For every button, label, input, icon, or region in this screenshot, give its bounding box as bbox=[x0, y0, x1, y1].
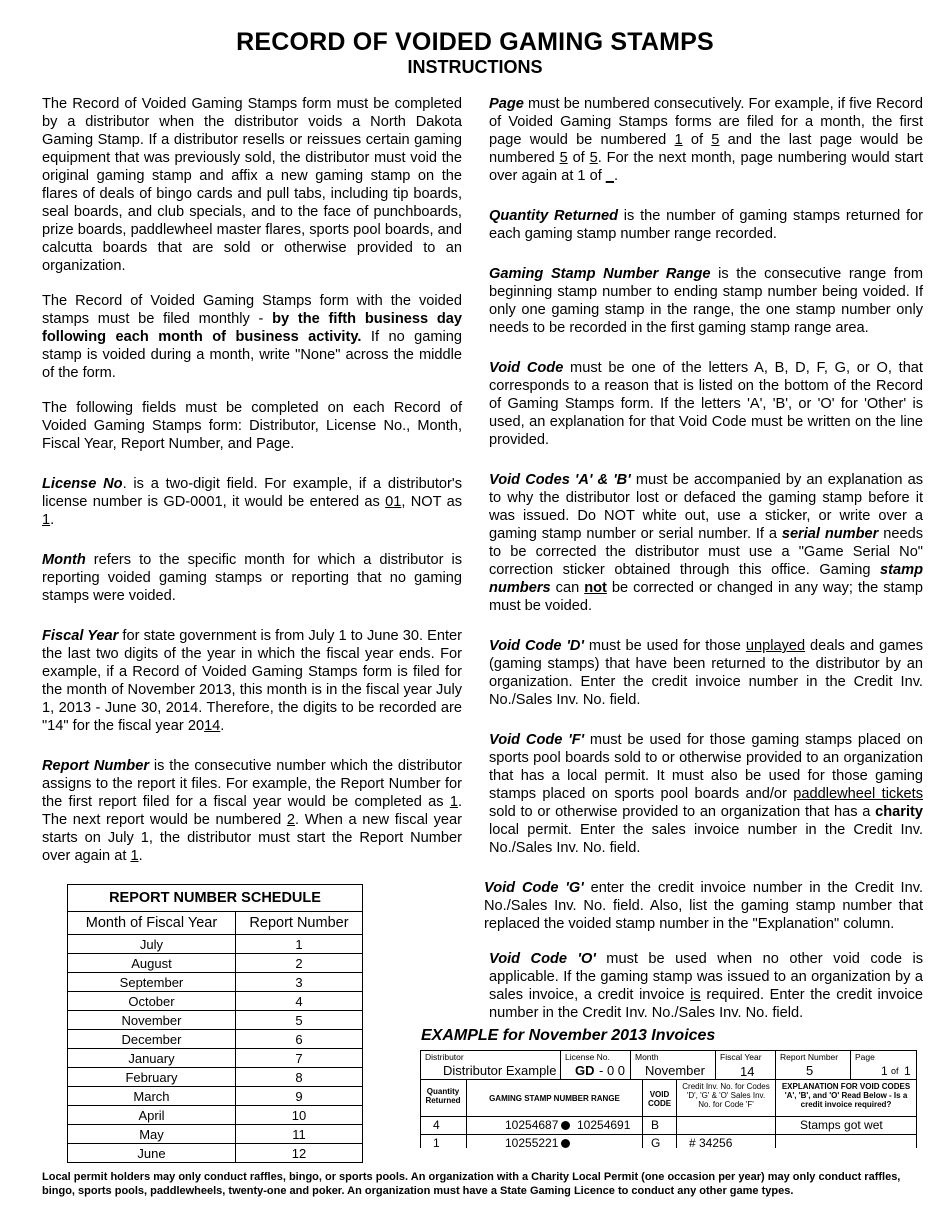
example-cell-code bbox=[642, 1134, 677, 1148]
schedule-col-month: Month of Fiscal Year bbox=[68, 912, 236, 935]
required-fields-paragraph: The following fields must be completed on each Record of Voided Gaming Stamps form: Distributor, License No., Month, Fiscal Year, Report Number, and Page. bbox=[42, 400, 462, 452]
example-cell-expl bbox=[775, 1116, 917, 1135]
filing-paragraph: The Record of Voided Gaming Stamps form with the voided stamps must be filed monthly - by the fifth business day following each month of business activity. If no gaming stamp is voided during a month, write "None" across the middle of the form. bbox=[42, 293, 462, 381]
schedule-number: 5 bbox=[235, 1011, 362, 1030]
schedule-month: September bbox=[68, 973, 236, 992]
schedule-number: 6 bbox=[235, 1030, 362, 1049]
example-value-code: G bbox=[651, 1136, 661, 1150]
fiscal-year-lead: Fiscal Year bbox=[42, 628, 119, 644]
schedule-month: May bbox=[68, 1125, 236, 1144]
example-license-cell: License No. GD - 0 0 bbox=[560, 1050, 631, 1080]
example-cell-code bbox=[642, 1116, 677, 1135]
range-paragraph: Gaming Stamp Number Range is the consecutive range from beginning stamp number to ending stamp number being voided. If only one gaming stamp in the range, the one stamp number only needs to be recorded in the first gaming stamp range area. bbox=[489, 266, 923, 336]
schedule-month: October bbox=[68, 992, 236, 1011]
example-cell-credit bbox=[676, 1116, 776, 1135]
example-range-start: 10255221 bbox=[505, 1136, 559, 1150]
schedule-row bbox=[68, 973, 363, 992]
example-header-credit: Credit Inv. No. for Codes 'D', 'G' & 'O' Sales Inv. No. for Code 'F' bbox=[682, 1082, 770, 1109]
schedule-number: 12 bbox=[235, 1144, 362, 1163]
example-range-start: 10254687 bbox=[505, 1118, 559, 1132]
quantity-paragraph: Quantity Returned is the number of gaming stamps returned for each gaming stamp number range recorded. bbox=[489, 208, 924, 242]
schedule-row bbox=[68, 954, 363, 973]
example-header-void-code: VOID CODE bbox=[647, 1090, 672, 1108]
bullet-icon bbox=[561, 1139, 570, 1148]
schedule-title: REPORT NUMBER SCHEDULE bbox=[68, 885, 363, 912]
schedule-number: 3 bbox=[235, 973, 362, 992]
schedule-month: December bbox=[68, 1030, 236, 1049]
schedule-number: 4 bbox=[235, 992, 362, 1011]
right-column bbox=[484, 95, 924, 1039]
fiscal-year-paragraph: Fiscal Year for state government is from July 1 to June 30. Enter the last two digits of the year in which the fiscal year ends. For example, if a Record of Voided Gaming Stamps form is filed for the month of November 2013, this month is in the fiscal year July 1, 2013 - June 30, 2014. Therefore, the digits to be recorded are "14" for the fiscal year 2014. bbox=[42, 628, 462, 734]
example-header-quantity: Quantity Returned bbox=[425, 1087, 461, 1105]
page-paragraph: Page must be numbered consecutively. For example, if five Record of Voided Gaming Stamps forms are filed for a month, the first page would be numbered 1 of 5 and the last page would be numbered 5 of 5. For the next month, page numbering would start over again at 1 of _. bbox=[489, 96, 924, 184]
schedule-number: 1 bbox=[235, 935, 362, 954]
bullet-icon bbox=[561, 1121, 570, 1130]
schedule-col-number: Report Number bbox=[235, 912, 362, 935]
example-value-expl: Stamps got wet bbox=[800, 1118, 883, 1132]
example-value-qty: 1 bbox=[433, 1136, 440, 1150]
license-paragraph: License No. is a two-digit field. For example, if a distributor's license number is GD-0001, it would be entered as 01, NOT as 1. bbox=[42, 476, 462, 528]
example-cell-range bbox=[466, 1134, 643, 1148]
example-report-number-cell: Report Number 5 bbox=[775, 1050, 851, 1080]
schedule-month: March bbox=[68, 1087, 236, 1106]
example-cell-expl bbox=[775, 1134, 917, 1148]
schedule-row bbox=[68, 992, 363, 1011]
schedule-number: 9 bbox=[235, 1087, 362, 1106]
example-page-cell: Page 1 of 1 bbox=[850, 1050, 917, 1080]
example-fy-cell: Fiscal Year 14 bbox=[715, 1050, 776, 1080]
schedule-number: 8 bbox=[235, 1068, 362, 1087]
schedule-month: August bbox=[68, 954, 236, 973]
schedule-month: April bbox=[68, 1106, 236, 1125]
month-paragraph: Month refers to the specific month for which a distributor is reporting voided gaming stamps or reporting that no gaming stamps were voided. bbox=[42, 552, 462, 604]
schedule-row bbox=[68, 1030, 363, 1049]
schedule-month: November bbox=[68, 1011, 236, 1030]
example-header-range: GAMING STAMP NUMBER RANGE bbox=[489, 1094, 620, 1103]
page-title: RECORD OF VOIDED GAMING STAMPS bbox=[236, 28, 714, 56]
example-value-qty: 4 bbox=[433, 1118, 440, 1132]
example-range-end: 10254691 bbox=[577, 1118, 631, 1132]
example-distributor: Distributor Example bbox=[443, 1063, 557, 1078]
license-lead: License No bbox=[42, 476, 123, 492]
schedule-month: June bbox=[68, 1144, 236, 1163]
intro-paragraph: The Record of Voided Gaming Stamps form must be completed by a distributor when the distributor voids a North Dakota Gaming Stamp. If a distributor resells or reissues certain gaming equipment that was previously sold, the distributor must void the original gaming stamp and affix a new gaming stamp on the flares of deals of bingo cards and pull tabs, including tip boards, seal boards, and club specials, and to the face of punchboards, prize boards, paddlewheel master flares, sports pool boards, and calcutta boards that are sold or otherwise provided to an organization. bbox=[42, 96, 462, 274]
schedule-number: 11 bbox=[235, 1125, 362, 1144]
schedule-number: 7 bbox=[235, 1049, 362, 1068]
void-code-paragraph: Void Code must be one of the letters A, B, D, F, G, or O, that corresponds to a reason that is listed on the bottom of the Record of Gaming Stamps form. If the letters 'A', 'B', or 'O' for 'Other' is used, an explanation for that Void Code must be written on the line provided. bbox=[489, 360, 923, 448]
left-column bbox=[42, 95, 462, 882]
schedule-row bbox=[68, 1144, 363, 1163]
schedule-row bbox=[68, 1049, 363, 1068]
schedule-row bbox=[68, 1068, 363, 1087]
month-lead: Month bbox=[42, 552, 86, 568]
void-code-ab-paragraph: Void Codes 'A' & 'B' must be accompanied by an explanation as to why the distributor lost or defaced the gaming stamp before it was issued. Do NOT white out, use a sticker, or write over a gaming stamp number or serial number. If a serial number needs to be corrected the distributor must use a "Game Serial No" correction sticker obtained through this office. Gaming stamp numbers can not be corrected or changed in any way; the stamp must be voided. bbox=[489, 472, 924, 614]
example-value-code: B bbox=[651, 1118, 660, 1132]
void-code-d-paragraph: Void Code 'D' must be used for those unplayed deals and games (gaming stamps) that have been returned to the distributor by an organization. Enter the credit invoice number in the Credit Inv. No./Sales Inv. No. field. bbox=[489, 638, 923, 708]
schedule-row bbox=[68, 935, 363, 954]
example-cell-qty bbox=[420, 1116, 467, 1135]
schedule-row bbox=[68, 1087, 363, 1106]
example-cell-credit bbox=[676, 1134, 776, 1148]
schedule-number: 10 bbox=[235, 1106, 362, 1125]
schedule-month: January bbox=[68, 1049, 236, 1068]
report-number-paragraph: Report Number is the consecutive number which the distributor assigns to the report it files. For example, the Report Number for the first report filed for a fiscal year would be completed as 1. The next report would be numbered 2. When a new fiscal year starts on July 1, the distributor must start the Report Number over again at 1. bbox=[42, 758, 462, 864]
example-title: EXAMPLE for November 2013 Invoices bbox=[421, 1027, 716, 1044]
example-cell-qty bbox=[420, 1134, 467, 1148]
example-value-credit: # 34256 bbox=[689, 1136, 733, 1150]
example-cell-range bbox=[466, 1116, 643, 1135]
page-subtitle: INSTRUCTIONS bbox=[407, 57, 543, 77]
filing-deadline: by the fifth business day following each month of business activity. bbox=[42, 311, 462, 345]
void-code-g-paragraph: Void Code 'G' enter the credit invoice number in the Credit Inv. No./Sales Inv. No. field. Also, list the gaming stamp number that replaced the voided stamp number in the "Explanation" column. bbox=[484, 880, 923, 932]
schedule-number: 2 bbox=[235, 954, 362, 973]
report-number-lead: Report Number bbox=[42, 758, 150, 774]
example-distributor-cell: Distributor Distributor Example bbox=[420, 1050, 561, 1080]
schedule-row bbox=[68, 1106, 363, 1125]
void-code-o-paragraph: Void Code 'O' must be used when no other void code is applicable. If the gaming stamp was issued to an organization by a sales invoice, a credit invoice is required. Enter the credit invoice number in the Credit Inv. No./Sales Inv. No. field. bbox=[489, 951, 923, 1021]
schedule-row bbox=[68, 1011, 363, 1030]
example-form bbox=[420, 1050, 917, 1150]
footer-note: Local permit holders may only conduct raffles, bingo, or sports pools. An organization with a Charity Local Permit (one occasion per year) may only conduct raffles, bingo, sports pools, paddlewheels, twenty-one and poker. An organization must have a State Gaming Licence to conduct any other game types. bbox=[42, 1171, 901, 1197]
void-code-f-paragraph: Void Code 'F' must be used for those gaming stamps placed on sports pool boards sold to or otherwise provided to an organization that has a local permit. It must also be used for those gaming stamps placed on sports pool boards and/or paddlewheel tickets sold to or otherwise provided to an organization that has a charity local permit. Enter the sales invoice number in the Credit Inv. No./Sales Inv. No. field. bbox=[489, 732, 923, 856]
report-number-schedule bbox=[67, 884, 363, 1163]
example-header-explanation: EXPLANATION FOR VOID CODES 'A', 'B', and 'O' Read Below - Is a credit invoice required? bbox=[781, 1082, 911, 1109]
schedule-row bbox=[68, 1125, 363, 1144]
example-month-cell: Month November bbox=[630, 1050, 716, 1080]
schedule-month: February bbox=[68, 1068, 236, 1087]
schedule-month: July bbox=[68, 935, 236, 954]
